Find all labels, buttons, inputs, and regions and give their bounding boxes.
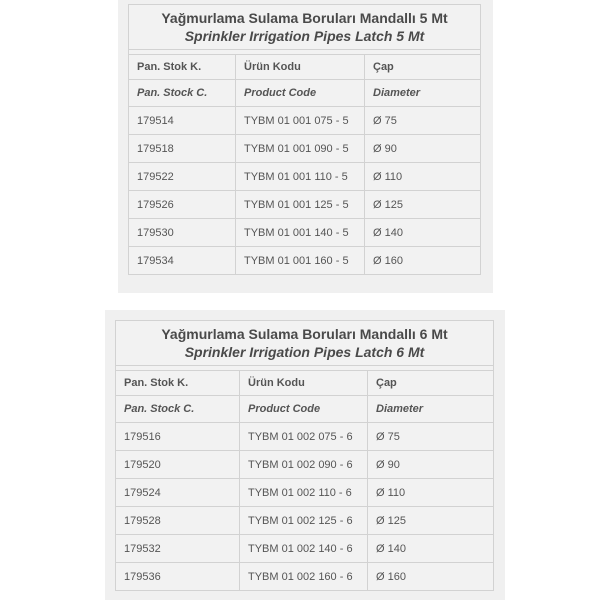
product-code-cell: TYBM 01 002 125 - 6 [240, 507, 368, 535]
header-row-turkish [115, 371, 494, 396]
title-turkish: Yağmurlama Sulama Boruları Mandallı 5 Mt [161, 10, 448, 26]
header-diameter: Çap [365, 55, 481, 80]
table-row [128, 135, 481, 163]
stock-code-cell: 179530 [128, 219, 236, 247]
header-product-code-en: Product Code [240, 396, 368, 423]
table-row [115, 479, 494, 507]
product-code-cell: TYBM 01 002 075 - 6 [240, 423, 368, 451]
table-title [128, 4, 481, 50]
title-english: Sprinkler Irrigation Pipes Latch 6 Mt [184, 344, 425, 360]
header-stock-code-en: Pan. Stock C. [128, 80, 236, 107]
product-code-cell: TYBM 01 002 160 - 6 [240, 563, 368, 591]
header-diameter-en: Diameter [365, 80, 481, 107]
table-row [115, 423, 494, 451]
table-row [128, 163, 481, 191]
header-product-code: Ürün Kodu [236, 55, 365, 80]
product-code-cell: TYBM 01 002 090 - 6 [240, 451, 368, 479]
diameter-cell: Ø 110 [365, 163, 481, 191]
stock-code-cell: 179514 [128, 107, 236, 135]
table-row [128, 107, 481, 135]
table-row [128, 247, 481, 275]
product-code-cell: TYBM 01 001 125 - 5 [236, 191, 365, 219]
header-diameter: Çap [368, 371, 494, 396]
diameter-cell: Ø 110 [368, 479, 494, 507]
product-code-cell: TYBM 01 001 140 - 5 [236, 219, 365, 247]
stock-code-cell: 179536 [115, 563, 240, 591]
header-stock-code: Pan. Stok K. [115, 371, 240, 396]
table-row [115, 507, 494, 535]
header-row-english [115, 396, 494, 423]
stock-code-cell: 179526 [128, 191, 236, 219]
diameter-cell: Ø 75 [368, 423, 494, 451]
stock-code-cell: 179534 [128, 247, 236, 275]
table-row [115, 563, 494, 591]
product-code-cell: TYBM 01 001 160 - 5 [236, 247, 365, 275]
header-product-code-en: Product Code [236, 80, 365, 107]
header-row-english [128, 80, 481, 107]
title-turkish: Yağmurlama Sulama Boruları Mandallı 6 Mt [161, 326, 448, 342]
product-code-cell: TYBM 01 002 140 - 6 [240, 535, 368, 563]
header-row-turkish [128, 55, 481, 80]
product-code-cell: TYBM 01 001 090 - 5 [236, 135, 365, 163]
diameter-cell: Ø 140 [365, 219, 481, 247]
product-table-5mt [128, 4, 481, 275]
table-row [128, 219, 481, 247]
stock-code-cell: 179524 [115, 479, 240, 507]
stock-code-cell: 179522 [128, 163, 236, 191]
title-english: Sprinkler Irrigation Pipes Latch 5 Mt [184, 28, 425, 44]
header-product-code: Ürün Kodu [240, 371, 368, 396]
table-row [128, 191, 481, 219]
table-row [115, 535, 494, 563]
diameter-cell: Ø 90 [365, 135, 481, 163]
diameter-cell: Ø 160 [368, 563, 494, 591]
header-stock-code: Pan. Stok K. [128, 55, 236, 80]
stock-code-cell: 179516 [115, 423, 240, 451]
stock-code-cell: 179532 [115, 535, 240, 563]
product-code-cell: TYBM 01 002 110 - 6 [240, 479, 368, 507]
header-stock-code-en: Pan. Stock C. [115, 396, 240, 423]
diameter-cell: Ø 75 [365, 107, 481, 135]
stock-code-cell: 179518 [128, 135, 236, 163]
diameter-cell: Ø 125 [368, 507, 494, 535]
diameter-cell: Ø 160 [365, 247, 481, 275]
stock-code-cell: 179520 [115, 451, 240, 479]
diameter-cell: Ø 140 [368, 535, 494, 563]
table-title [115, 320, 494, 366]
stock-code-cell: 179528 [115, 507, 240, 535]
product-code-cell: TYBM 01 001 110 - 5 [236, 163, 365, 191]
header-diameter-en: Diameter [368, 396, 494, 423]
table-row [115, 451, 494, 479]
product-table-6mt [115, 320, 494, 591]
product-code-cell: TYBM 01 001 075 - 5 [236, 107, 365, 135]
diameter-cell: Ø 125 [365, 191, 481, 219]
diameter-cell: Ø 90 [368, 451, 494, 479]
